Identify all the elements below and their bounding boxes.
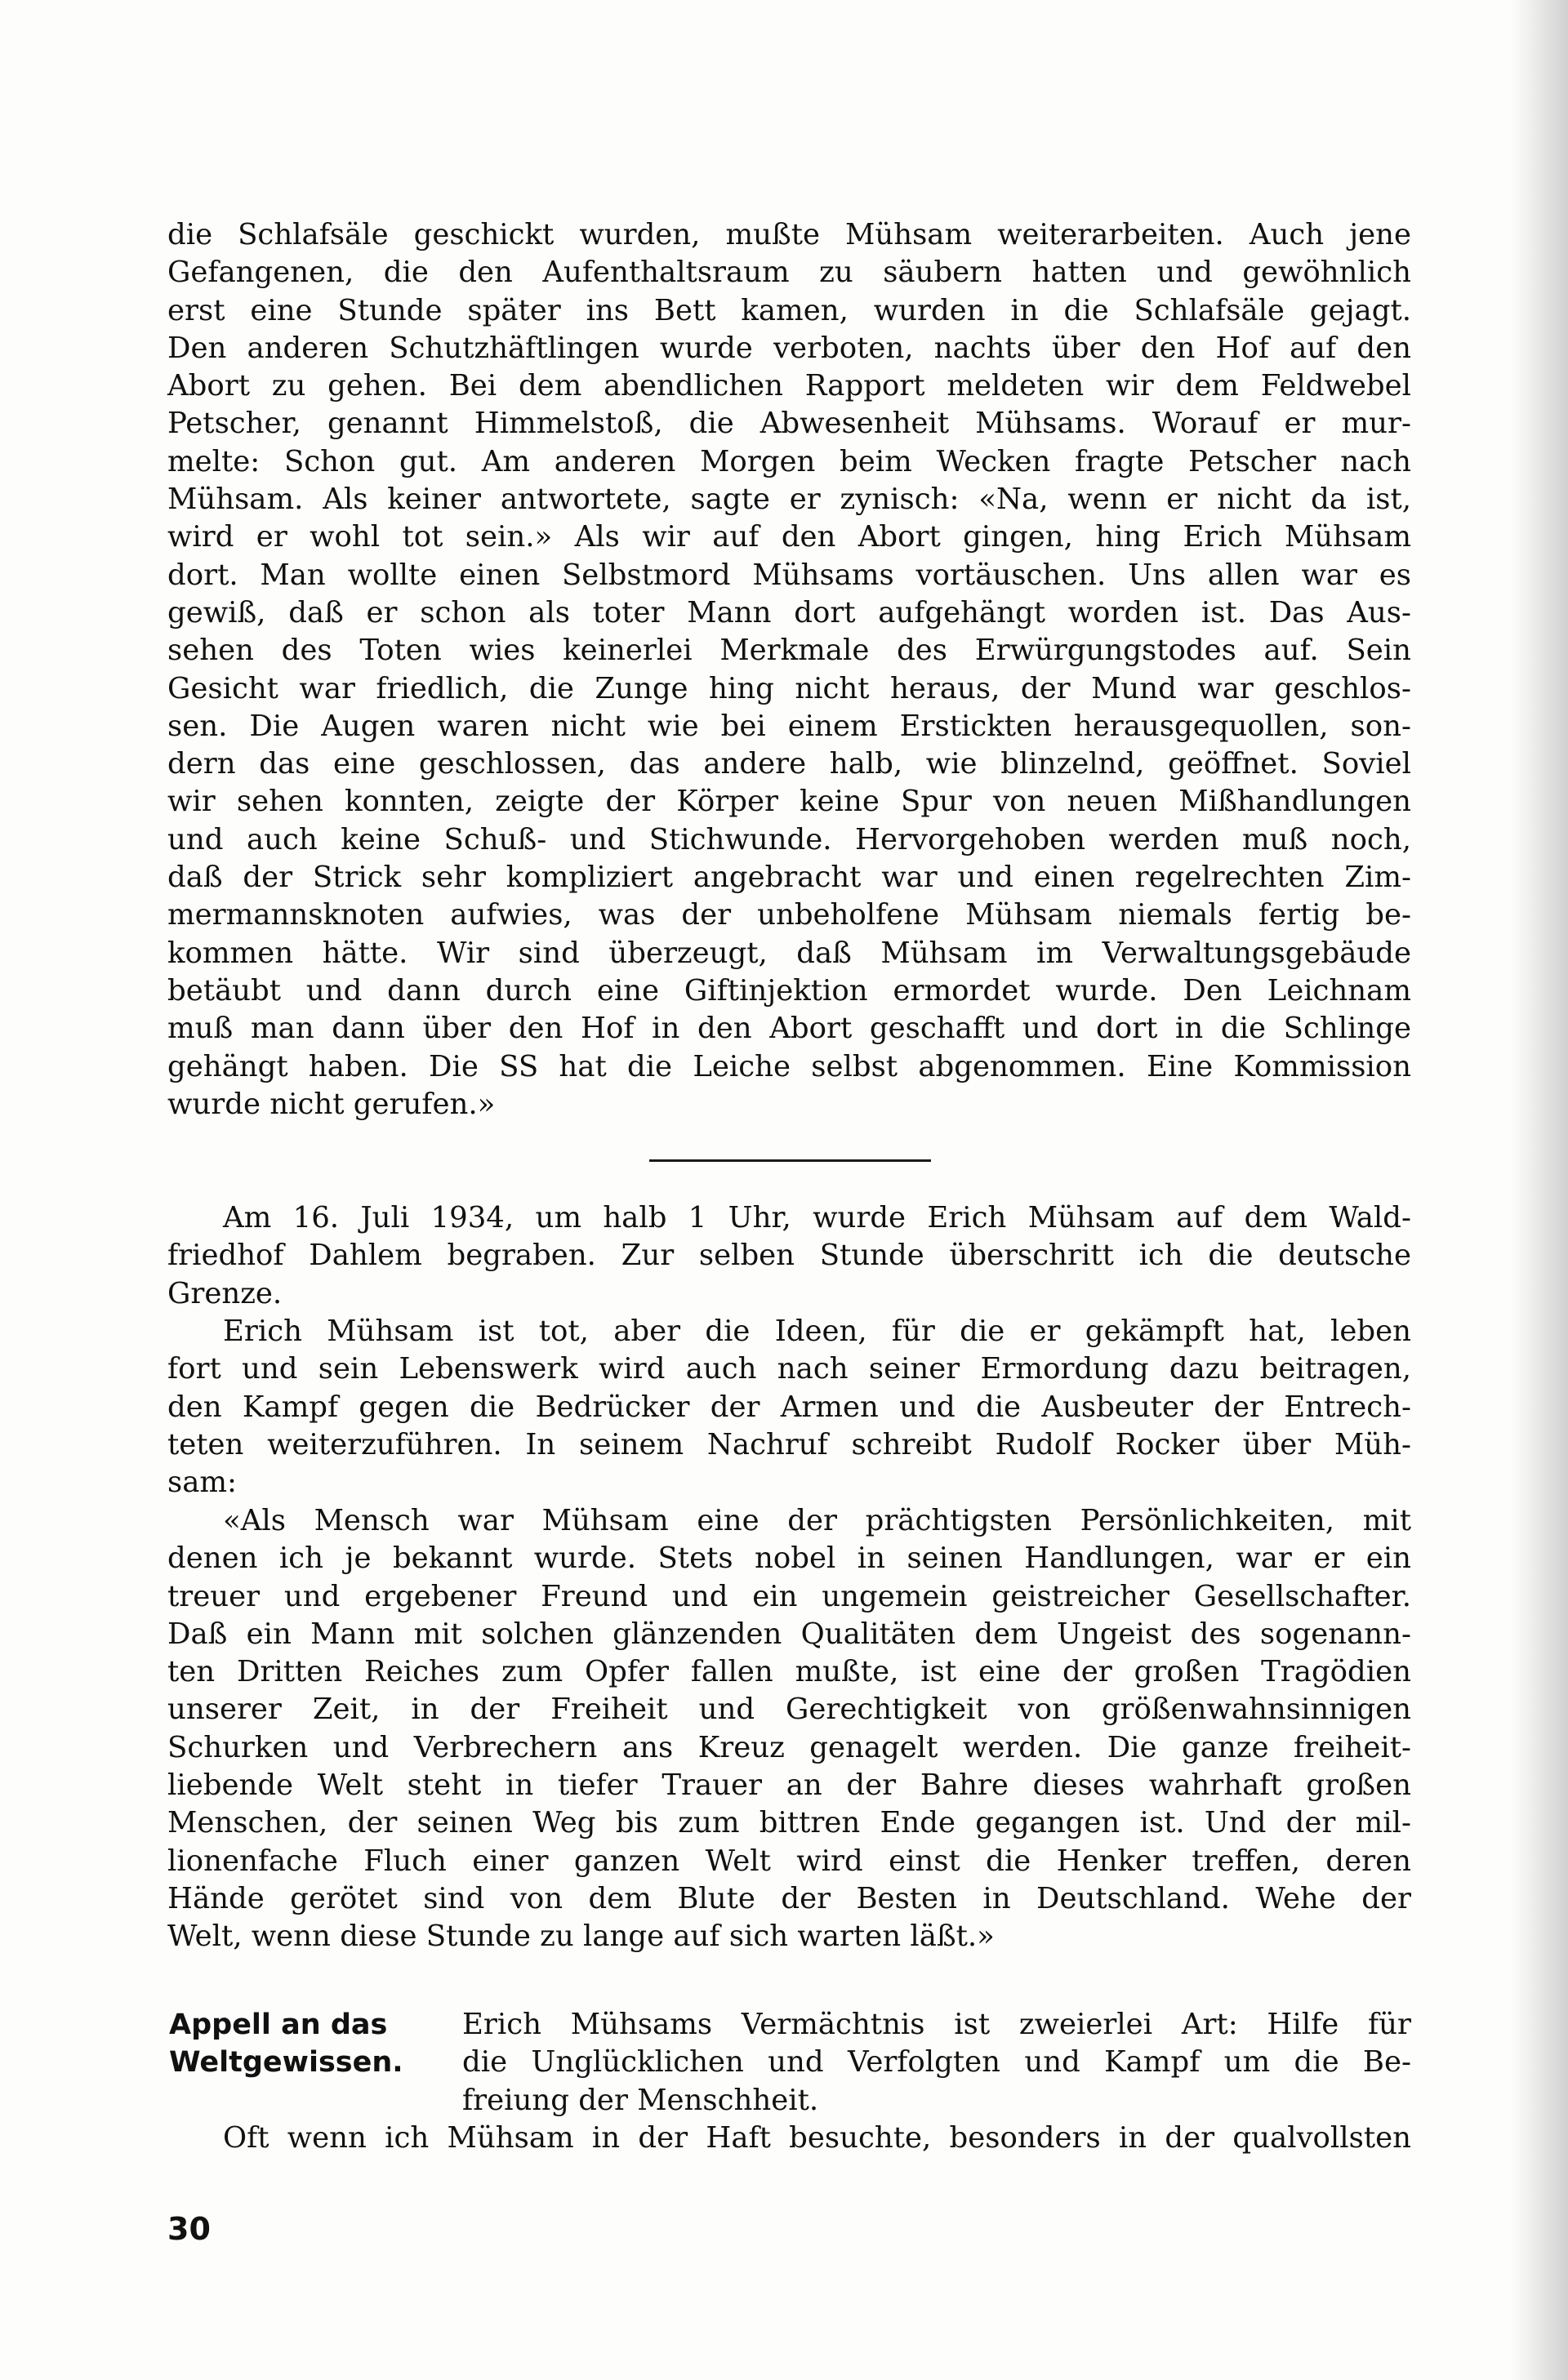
text-line: Gefangenen, die den Aufenthaltsraum zu säubern hatten und gewöhnlich: [167, 256, 1411, 290]
text-line: gewiß, daß er schon als toter Mann dort aufgehängt worden ist. Das Aus-: [167, 595, 1411, 629]
text-line: freiung der Menschheit.: [462, 2083, 819, 2117]
appeal-paragraph: [462, 2006, 1411, 2120]
text-line: Gesicht war friedlich, die Zunge hing nicht heraus, der Mund war geschlos-: [167, 671, 1411, 705]
text-line: Mühsam. Als keiner antwortete, sagte er zynisch: «Na, wenn er nicht da ist,: [167, 483, 1411, 517]
text-line: Menschen, der seinen Weg bis zum bittren Ende gegangen ist. Und der mil-: [167, 1806, 1411, 1840]
text-line: teten weiterzuführen. In seinem Nachruf schreibt Rudolf Rocker über Müh-: [167, 1427, 1411, 1461]
text-line: Schurken und Verbrechern ans Kreuz genagelt werden. Die ganze freiheit-: [167, 1730, 1411, 1764]
text-line: unserer Zeit, in der Freiheit und Gerechtigkeit von größenwahnsinnigen: [167, 1693, 1411, 1727]
text-line: Daß ein Mann mit solchen glänzenden Qualitäten dem Ungeist des sogenann-: [167, 1617, 1411, 1651]
text-line: Erich Mühsams Vermächtnis ist zweierlei Art: Hilfe für: [462, 2008, 1411, 2041]
legacy-paragraph: [167, 1313, 1411, 1501]
text-line: Welt, wenn diese Stunde zu lange auf sich warten läßt.»: [167, 1920, 995, 1954]
page-number: 30: [167, 2211, 211, 2247]
marginal-heading-line: Weltgewissen.: [169, 2046, 403, 2079]
closing-paragraph: [167, 2120, 1411, 2157]
text-line: fort und sein Lebenswerk wird auch nach seiner Ermordung dazu beitragen,: [167, 1352, 1411, 1386]
marginal-heading: [169, 2006, 439, 2081]
text-line: «Als Mensch war Mühsam eine der prächtigsten Persönlichkeiten, mit: [223, 1504, 1411, 1537]
text-line: liebende Welt steht in tiefer Trauer an der Bahre dieses wahrhaft großen: [167, 1768, 1411, 1803]
marginal-heading-line: Appell an das: [169, 2009, 388, 2041]
text-line: Hände gerötet sind von dem Blute der Besten in Deutschland. Wehe der: [167, 1881, 1411, 1915]
text-line: denen ich je bekannt wurde. Stets nobel in seinen Handlungen, war er ein: [167, 1541, 1411, 1576]
text-line: betäubt und dann durch eine Giftinjektion ermordet wurde. Den Leichnam: [167, 973, 1411, 1008]
text-line: sam:: [167, 1466, 238, 1500]
text-line: daß der Strick sehr kompliziert angebracht war und einen regelrechten Zim-: [167, 861, 1411, 895]
text-line: die Unglücklichen und Verfolgten und Kampf um die Be-: [462, 2045, 1411, 2080]
rocker-quote-paragraph: [167, 1502, 1411, 1956]
text-line: friedhof Dahlem begraben. Zur selben Stunde überschritt ich die deutsche: [167, 1239, 1411, 1273]
text-line: dern das eine geschlossen, das andere halb, wie blinzelnd, geöffnet. Soviel: [167, 747, 1411, 781]
text-line: Grenze.: [167, 1276, 283, 1310]
text-line: muß man dann über den Hof in den Abort geschafft und dort in die Schlinge: [167, 1012, 1411, 1046]
text-line: Erich Mühsam ist tot, aber die Ideen, für die er gekämpft hat, leben: [223, 1315, 1411, 1348]
text-line: die Schlafsäle geschickt wurden, mußte Mühsam weiterarbeiten. Auch jene: [167, 218, 1411, 251]
page-edge-shadow: [1511, 0, 1568, 2380]
text-line: erst eine Stunde später ins Bett kamen, wurden in die Schlafsäle gejagt.: [167, 293, 1411, 327]
testimony-paragraph: [167, 216, 1411, 1123]
text-line: den Kampf gegen die Bedrücker der Armen und die Ausbeuter der Entrech-: [167, 1390, 1411, 1424]
text-line: ten Dritten Reiches zum Opfer fallen mußte, ist eine der großen Tragödien: [167, 1655, 1411, 1689]
text-line: lionenfache Fluch einer ganzen Welt wird einst die Henker treffen, deren: [167, 1844, 1411, 1878]
text-line: dort. Man wollte einen Selbstmord Mühsams vortäuschen. Uns allen war es: [167, 558, 1411, 592]
text-line: und auch keine Schuß- und Stichwunde. Hervorgehoben werden muß noch,: [167, 822, 1411, 856]
text-line: Am 16. Juli 1934, um halb 1 Uhr, wurde Erich Mühsam auf dem Wald-: [223, 1201, 1411, 1234]
text-line: Oft wenn ich Mühsam in der Haft besuchte, besonders in der qualvollsten: [223, 2121, 1411, 2155]
text-line: treuer und ergebener Freund und ein ungemein geistreicher Gesellschafter.: [167, 1579, 1411, 1613]
text-line: wurde nicht gerufen.»: [167, 1087, 496, 1121]
text-line: sen. Die Augen waren nicht wie bei einem Erstickten herausgequollen, son-: [167, 709, 1411, 743]
text-line: melte: Schon gut. Am anderen Morgen beim Wecken fragte Petscher nach: [167, 444, 1411, 478]
burial-paragraph: [167, 1199, 1411, 1313]
text-line: Den anderen Schutzhäftlingen wurde verboten, nachts über den Hof auf den: [167, 331, 1411, 365]
text-line: wird er wohl tot sein.» Als wir auf den Abort gingen, hing Erich Mühsam: [167, 520, 1411, 554]
text-line: mermannsknoten aufwies, was der unbeholfene Mühsam niemals fertig be-: [167, 898, 1411, 932]
text-line: gehängt haben. Die SS hat die Leiche selbst abgenommen. Eine Kommission: [167, 1049, 1411, 1083]
text-line: sehen des Toten wies keinerlei Merkmale des Erwürgungstodes auf. Sein: [167, 634, 1411, 668]
text-line: Petscher, genannt Himmelstoß, die Abwesenheit Mühsams. Worauf er mur-: [167, 407, 1411, 441]
section-divider: [649, 1159, 931, 1162]
text-line: wir sehen konnten, zeigte der Körper keine Spur von neuen Mißhandlungen: [167, 785, 1411, 819]
text-line: kommen hätte. Wir sind überzeugt, daß Mühsam im Verwaltungsgebäude: [167, 936, 1411, 970]
text-line: Abort zu gehen. Bei dem abendlichen Rapport meldeten wir dem Feldwebel: [167, 369, 1411, 403]
